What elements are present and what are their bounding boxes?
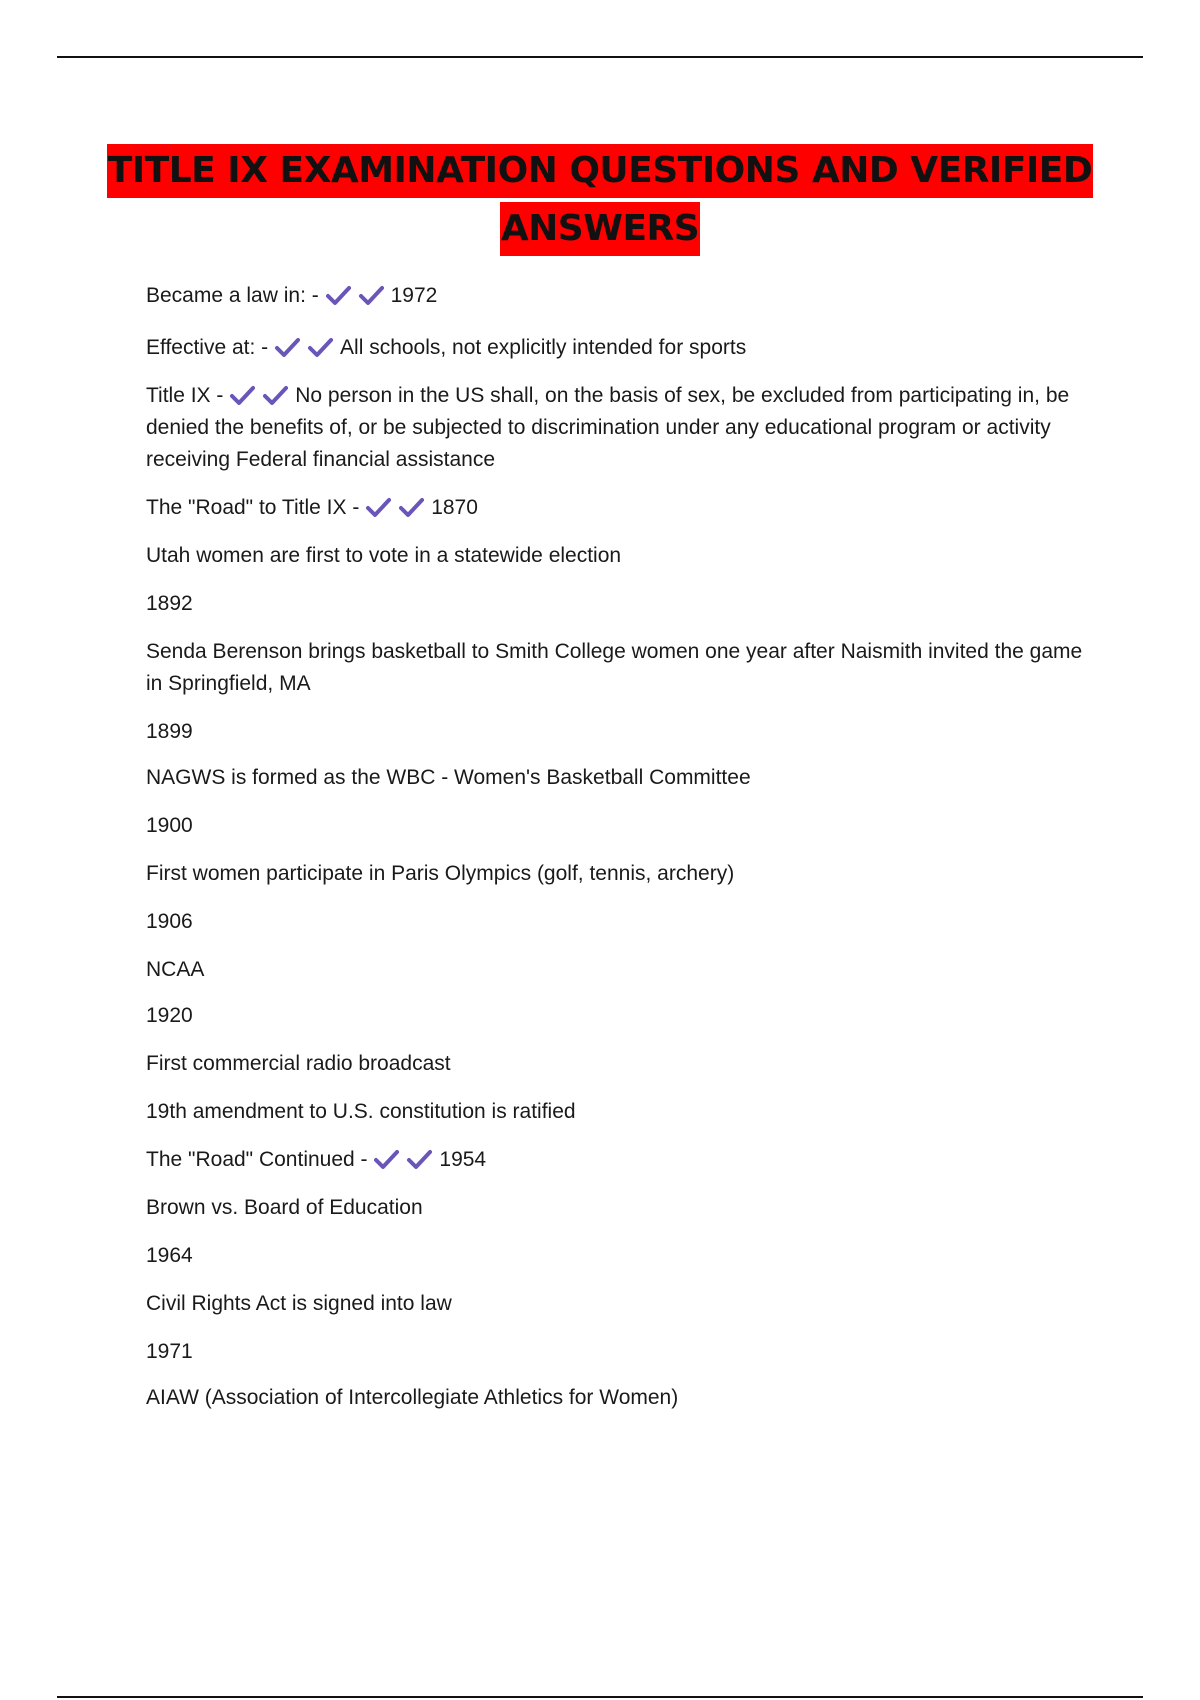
check-mark-icon — [406, 1148, 432, 1170]
check-mark-icon — [325, 284, 351, 306]
body-line: NCAA — [146, 958, 205, 981]
check-mark-icon — [262, 384, 288, 406]
check-mark-icon — [229, 384, 255, 406]
check-mark-icon — [373, 1148, 399, 1170]
question-text: The "Road" Continued - — [146, 1148, 368, 1171]
body-line: 1892 — [146, 592, 193, 615]
check-mark-icon — [307, 336, 333, 358]
top-rule — [57, 56, 1143, 58]
body-line: First women participate in Paris Olympics (golf, tennis, archery) — [146, 862, 735, 885]
question-text: Title IX - — [146, 384, 224, 407]
document-body — [146, 280, 1086, 1414]
answer-text: No person in the US shall, on the basis of sex, be excluded from participating in, be denied the benefits of, or be subjected to discrimination under any educational program or activity receiving Federal financial assistance — [146, 384, 1070, 471]
check-mark-icon — [365, 496, 391, 518]
body-line: NAGWS is formed as the WBC - Women's Basketball Committee — [146, 766, 751, 789]
qa-entry — [146, 332, 1086, 364]
qa-entry — [146, 492, 1086, 524]
body-line: First commercial radio broadcast — [146, 1052, 451, 1075]
body-line: Civil Rights Act is signed into law — [146, 1292, 452, 1315]
document-title — [100, 144, 1100, 256]
question-text: The "Road" to Title IX - — [146, 496, 360, 519]
title-line-2: ANSWERS — [500, 202, 700, 256]
body-line: Senda Berenson brings basketball to Smith College women one year after Naismith invited the game in Springfield, MA — [146, 640, 1083, 695]
bottom-rule — [57, 1696, 1143, 1698]
body-line: 1964 — [146, 1244, 193, 1267]
check-mark-icon — [274, 336, 300, 358]
qa-entry — [146, 280, 1086, 312]
check-mark-icon — [358, 284, 384, 306]
body-line: 1900 — [146, 814, 193, 837]
body-line: Brown vs. Board of Education — [146, 1196, 423, 1219]
body-line: 1971 — [146, 1340, 193, 1363]
body-line: 1920 — [146, 1004, 193, 1027]
answer-text: 1870 — [431, 496, 478, 519]
answer-text: 1972 — [390, 284, 438, 307]
body-line: AIAW (Association of Intercollegiate Athletics for Women) — [146, 1386, 679, 1409]
body-line: 19th amendment to U.S. constitution is ratified — [146, 1100, 576, 1123]
qa-entry — [146, 380, 1086, 476]
body-line: Utah women are first to vote in a statewide election — [146, 544, 622, 567]
body-line: 1906 — [146, 910, 193, 933]
qa-entry — [146, 1144, 1086, 1176]
body-line: 1899 — [146, 720, 193, 743]
question-text: Effective at: - — [146, 336, 269, 359]
title-line-1: TITLE IX EXAMINATION QUESTIONS AND VERIFIED — [107, 144, 1094, 198]
answer-text: All schools, not explicitly intended for sports — [340, 336, 747, 359]
question-text: Became a law in: - — [146, 284, 319, 307]
answer-text: 1954 — [439, 1148, 487, 1171]
check-mark-icon — [398, 496, 424, 518]
